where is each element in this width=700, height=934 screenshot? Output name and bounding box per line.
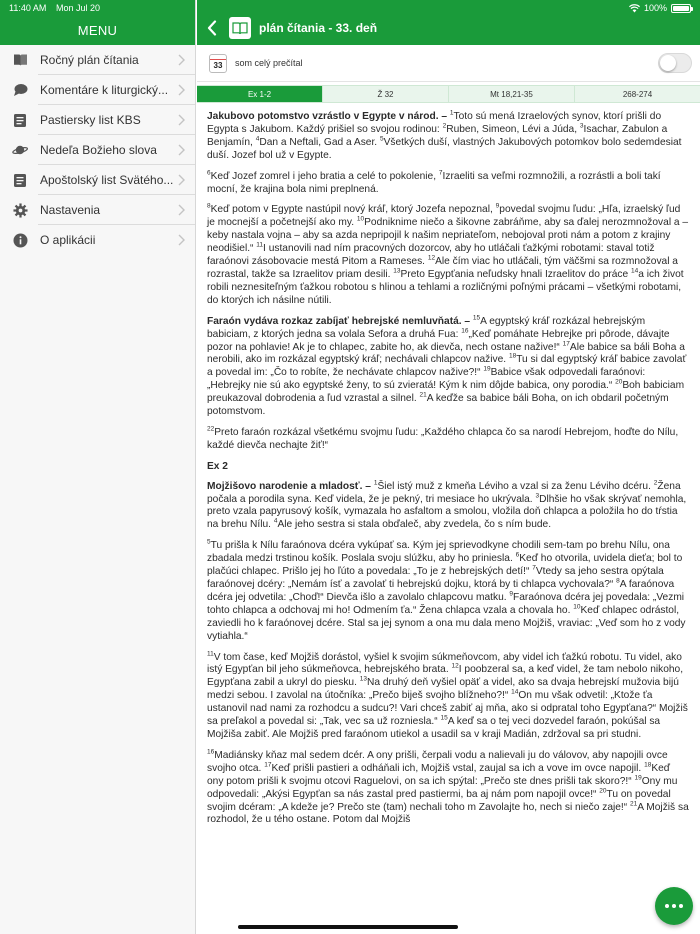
section-heading: Mojžišovo narodenie a mladosť. – — [207, 480, 371, 492]
paragraph: Mojžišovo narodenie a mladosť. – $^1$Šiel istý muž z kmeňa Léviho a vzal si za ženu Léviho dcéru. $^2$Žena počala a porodila syna. Keď videla, že je pekný, tri mesiace ho ukrývala. $^3$Dlhšie ho však skrývať nemohla, preto vzala papyrusový košík, vymazala ho asfaltom a smolou, vložila doň chlapca a položila ho do tŕstia na brehu Nílu. $^4$Ale jeho sestra si stala obďaleč, aby zvedela, čo s ním bude. — [207, 479, 687, 531]
section-heading: Jakubovo potomstvo vzrástlo v Egypte v národ. – — [207, 111, 448, 122]
paragraph: $^{16}$Madiánsky kňaz mal sedem dcér. A ony prišli, čerpali vodu a nalievali ju do válovov, aby napojili ovce svojho otca. $^{17}$Keď prišli pastieri a odháňali ich, Mojžiš vstal, zaujal sa ich a vove im ovce napojil. $^{18}$Keď ony potom prišli k svojmu otcovi Raguelovi, on sa ich spýtal: „Prečo ste dnes prišli tak skoro?!“ $^{19}$Ony mu odpovedali: „Akýsi Egypťan sa nás zastal pred pastiermi, ba aj nám pom napojil ovce!“ $^{20}$Tu on povedal svojim dcéram: „A kdeže je? Prečo ste (tam) nechali toho m Zavolajte ho, nech si niečo zaje!“ $^{21}$A Mojžiš sa rozhodol, že u tého ostane. Potom dal Mojžiš — [207, 748, 689, 826]
sidebar-item-label: Nedeľa Božieho slova — [40, 143, 157, 157]
tab-catechism[interactable]: 268-274 — [575, 86, 700, 102]
sidebar-title: MENU — [77, 23, 118, 38]
comment-bubble-icon — [12, 82, 28, 98]
sidebar-menu — [0, 45, 195, 255]
sidebar-item-settings[interactable] — [0, 195, 195, 225]
read-status-row — [197, 45, 700, 82]
open-book-icon — [229, 17, 251, 39]
document-list-icon — [12, 172, 28, 188]
paragraph: $^5$Tu prišla k Nílu faraónova dcéra vykúpať sa. Kým jej sprievodkyne chodili sem-tam po brehu Nílu, ona zbadala medzi trstinou košík. Poslala svoju slúžku, aby ho priniesla. $^6$Keď ho otvorila, uvidela dieťa; bol to plačúci chlapec. Prišlo jej ho ľúto a povedala: „To je z hebrejských detí!“ $^7$Vtedy sa jeho sestra opýtala faraónovej dcéry: „Nemám ísť a zavolať ti hebrejskú dojku, ktorá by ti chlapca vychovala?“ $^8$A faraónova dcéra jej odvetila: „Choď!“ Dievča išlo a zavolalo chlapcovu matku. $^9$Faraónova dcéra jej povedala: „Vezmi tohto chlapca a odchovaj mi ho! Odmením ťa.“ Žena chlapca vzala a chovala ho. $^{10}$Keď chlapec odrástol, zaviedli ho k faraónovej dcére. Stal sa jej synom a ona mu dala meno Mojžiš, vraviac: „Veď som ho z vody vytiahla.“ — [207, 538, 686, 642]
sidebar-item-label: Apoštolský list Svätého... — [40, 173, 174, 187]
book-icon — [12, 52, 28, 68]
sidebar-item-liturgy-comments[interactable] — [0, 75, 195, 105]
calendar-day-number: 33 — [213, 60, 223, 70]
toggle-knob — [660, 55, 676, 71]
sidebar-item-pastoral-letter[interactable] — [0, 105, 195, 135]
main-header — [197, 0, 700, 45]
chevron-right-icon — [177, 114, 185, 126]
info-icon — [12, 232, 28, 248]
tab-mt-18[interactable]: Mt 18,21-35 — [449, 86, 575, 102]
dot-icon — [672, 904, 676, 908]
chevron-left-icon — [207, 20, 217, 36]
sidebar-item-label: Komentáre k liturgický... — [40, 83, 169, 97]
more-options-button[interactable] — [655, 887, 693, 925]
sidebar-item-about[interactable] — [0, 225, 195, 255]
paragraph: $^{22}$Preto faraón rozkázal všetkému svojmu ľudu: „Každého chlapca čo sa narodí Hebrejom, hoďte do Nílu, každé dievča nechajte žiť!“ — [207, 425, 679, 451]
chevron-right-icon — [177, 204, 185, 216]
status-time: 11:40 AM — [9, 3, 47, 13]
sidebar-item-apostolic-letter[interactable] — [0, 165, 195, 195]
sidebar-item-label: Nastavenia — [40, 203, 101, 217]
paragraph: $^6$Keď Jozef zomrel i jeho bratia a celé to pokolenie, $^7$Izraeliti sa veľmi rozmnožili, a rozrástli a boli takí mocní, že krajina bola nimi preplnená. — [207, 169, 661, 195]
tab-psalm-32[interactable]: Ž 32 — [323, 86, 449, 102]
chapter-heading: Ex 2 — [207, 460, 228, 472]
sidebar-item-label: Ročný plán čítania — [40, 53, 139, 67]
sidebar-item-word-of-god-sunday[interactable] — [0, 135, 195, 165]
chevron-right-icon — [177, 174, 185, 186]
back-button[interactable] — [203, 17, 221, 39]
battery-percent: 100% — [643, 3, 667, 13]
sidebar-header — [0, 0, 195, 45]
planet-icon — [12, 142, 28, 158]
read-status-label: som celý prečítal — [235, 58, 303, 68]
chevron-right-icon — [177, 54, 185, 66]
sidebar-item-annual-plan[interactable] — [0, 45, 195, 75]
document-list-icon — [12, 112, 28, 128]
paragraph: $^8$Keď potom v Egypte nastúpil nový kráľ, ktorý Jozefa nepoznal, $^9$povedal svojmu ľudu: „Hľa, izraelský ľud je mocnejší a početnejší ako my. $^{10}$Podniknime niečo a šikovne zabráňme, aby sa ďalej nerozmnožoval a – keby nastala vojna – aby sa azda nepripojil k našim nepriateľom, nebojoval proti nám a potom z krajiny neodišiel.“ $^{11}$I ustanovili nad ním pracovných dozorcov, aby ho utláčali ťažkými robotami: staval totiž faraónovi zásobovacie mestá Pitom a Rameses. $^{12}$Ale čím viac ho utláčali, tým väčšmi sa rozmnožoval a rozrastal, takže sa Izraelitov priam desili. $^{13}$Preto Egypťania neľudsky hnali Izraelitov do práce $^{14}$a ich život robili neznesiteľným ťažkou robotou s hlinou a tehlami a rozličnými poľnými prácami – všetkými robotami, do ktorých ich násilne nútili. — [207, 203, 689, 306]
read-status-toggle[interactable] — [658, 53, 692, 73]
chevron-right-icon — [177, 84, 185, 96]
gear-icon — [12, 202, 28, 218]
sidebar-item-label: Pastiersky list KBS — [40, 113, 141, 127]
section-heading: Faraón vydáva rozkaz zabíjať hebrejské nemluvňatá. – — [207, 315, 471, 327]
home-indicator — [238, 925, 458, 929]
paragraph: $^{11}$V tom čase, keď Mojžiš dorástol, vyšiel k svojim súkmeňovcom, aby videl ich ťažkú robotu. Tu videl, ako istý Egypťan bil jeho súkmeňovca, hebrejského brata. $^{12}$I poobzeral sa, a keď videl, že tam nebolo nikoho, Egypťana zabil a ukryl do piesku. $^{13}$Na druhý deň vyšiel opäť a videl, ako sa dvaja hebrejskí mužovia bijú medzi sebou. I zavolal na útočníka: „Prečo biješ svojho blížneho?!“ $^{14}$On mu však odvetil: „Ktože ťa ustanovil nad nami za rozhodcu a sudcu?! Vari chceš zabiť aj mňa, ako si odpratal toho Egypťana?“ Mojžiš sa preľakol a povedal si: „Tak, vec sa už rozniesla.“ $^{15}$A keď sa o tej veci dozvedel faraón, pokúšal sa Mojžiša zabiť. Ale Mojžiš pred faraónom utiekol a usadil sa v kraji Madián, zdržoval sa pri studni. — [207, 650, 688, 740]
page-title: plán čítania - 33. deň — [259, 21, 378, 35]
sidebar — [0, 0, 196, 934]
calendar-day-icon — [209, 54, 227, 73]
paragraph: Faraón vydáva rozkaz zabíjať hebrejské nemluvňatá. – $^{15}$A egyptský kráľ rozkázal hebrejským babiciam, z ktorých jedna sa volala Sefora a druhá Fua: $^{16}$„Keď pomáhate Hebrejke pri pôrode, dávajte pozor na pohlavie! Ak je to chlapec, zabite ho, ak dievča, nech ostane nažive!“ $^{17}$Ale babice sa báli Boha a nerobili, ako im rozkázal egyptský kráľ; nechávali chlapcov nažive. $^{18}$Tu si dal egyptský kráľ babice zavolať a povedal im: „Čo to robíte, že nechávate chlapcov nažive?!“ $^{19}$Babice však odpovedali faraónovi: „Hebrejky nie sú ako egyptské ženy, to sú zvieratá! Kým k nim dôjde babica, ony porodia.“ $^{20}$Boh babiciam preukazoval dobrodenia a ľud vzrastal a silnel. $^{21}$A keďže sa babice báli Boha, on ich obdaril početným potomstvom. — [207, 314, 687, 418]
chevron-right-icon — [177, 234, 185, 246]
dot-icon — [665, 904, 669, 908]
reading-text — [197, 103, 700, 827]
paragraph: Jakubovo potomstvo vzrástlo v Egypte v národ. – $^1$Toto sú mená Izraelových synov, ktorí prišli do Egypta s Jakubom. Každý prišiel so svojou rodinou: $^2$Ruben, Simeon, Lévi a Júda, $^3$Isachar, Zabulon a Benjamín, $^4$Dan a Neftali, Gad a Aser. $^5$Všetkých duší, vlastných Jakubových potomkov bolo sedemdesiat duší. Jozef bol už v Egypte. — [207, 109, 682, 161]
tab-ex-1-2[interactable]: Ex 1-2 — [197, 86, 323, 102]
reading-tabs — [197, 85, 700, 103]
main-panel — [197, 0, 700, 934]
status-date: Mon Jul 20 — [56, 3, 101, 13]
dot-icon — [679, 904, 683, 908]
sidebar-item-label: O aplikácii — [40, 233, 96, 247]
chevron-right-icon — [177, 144, 185, 156]
